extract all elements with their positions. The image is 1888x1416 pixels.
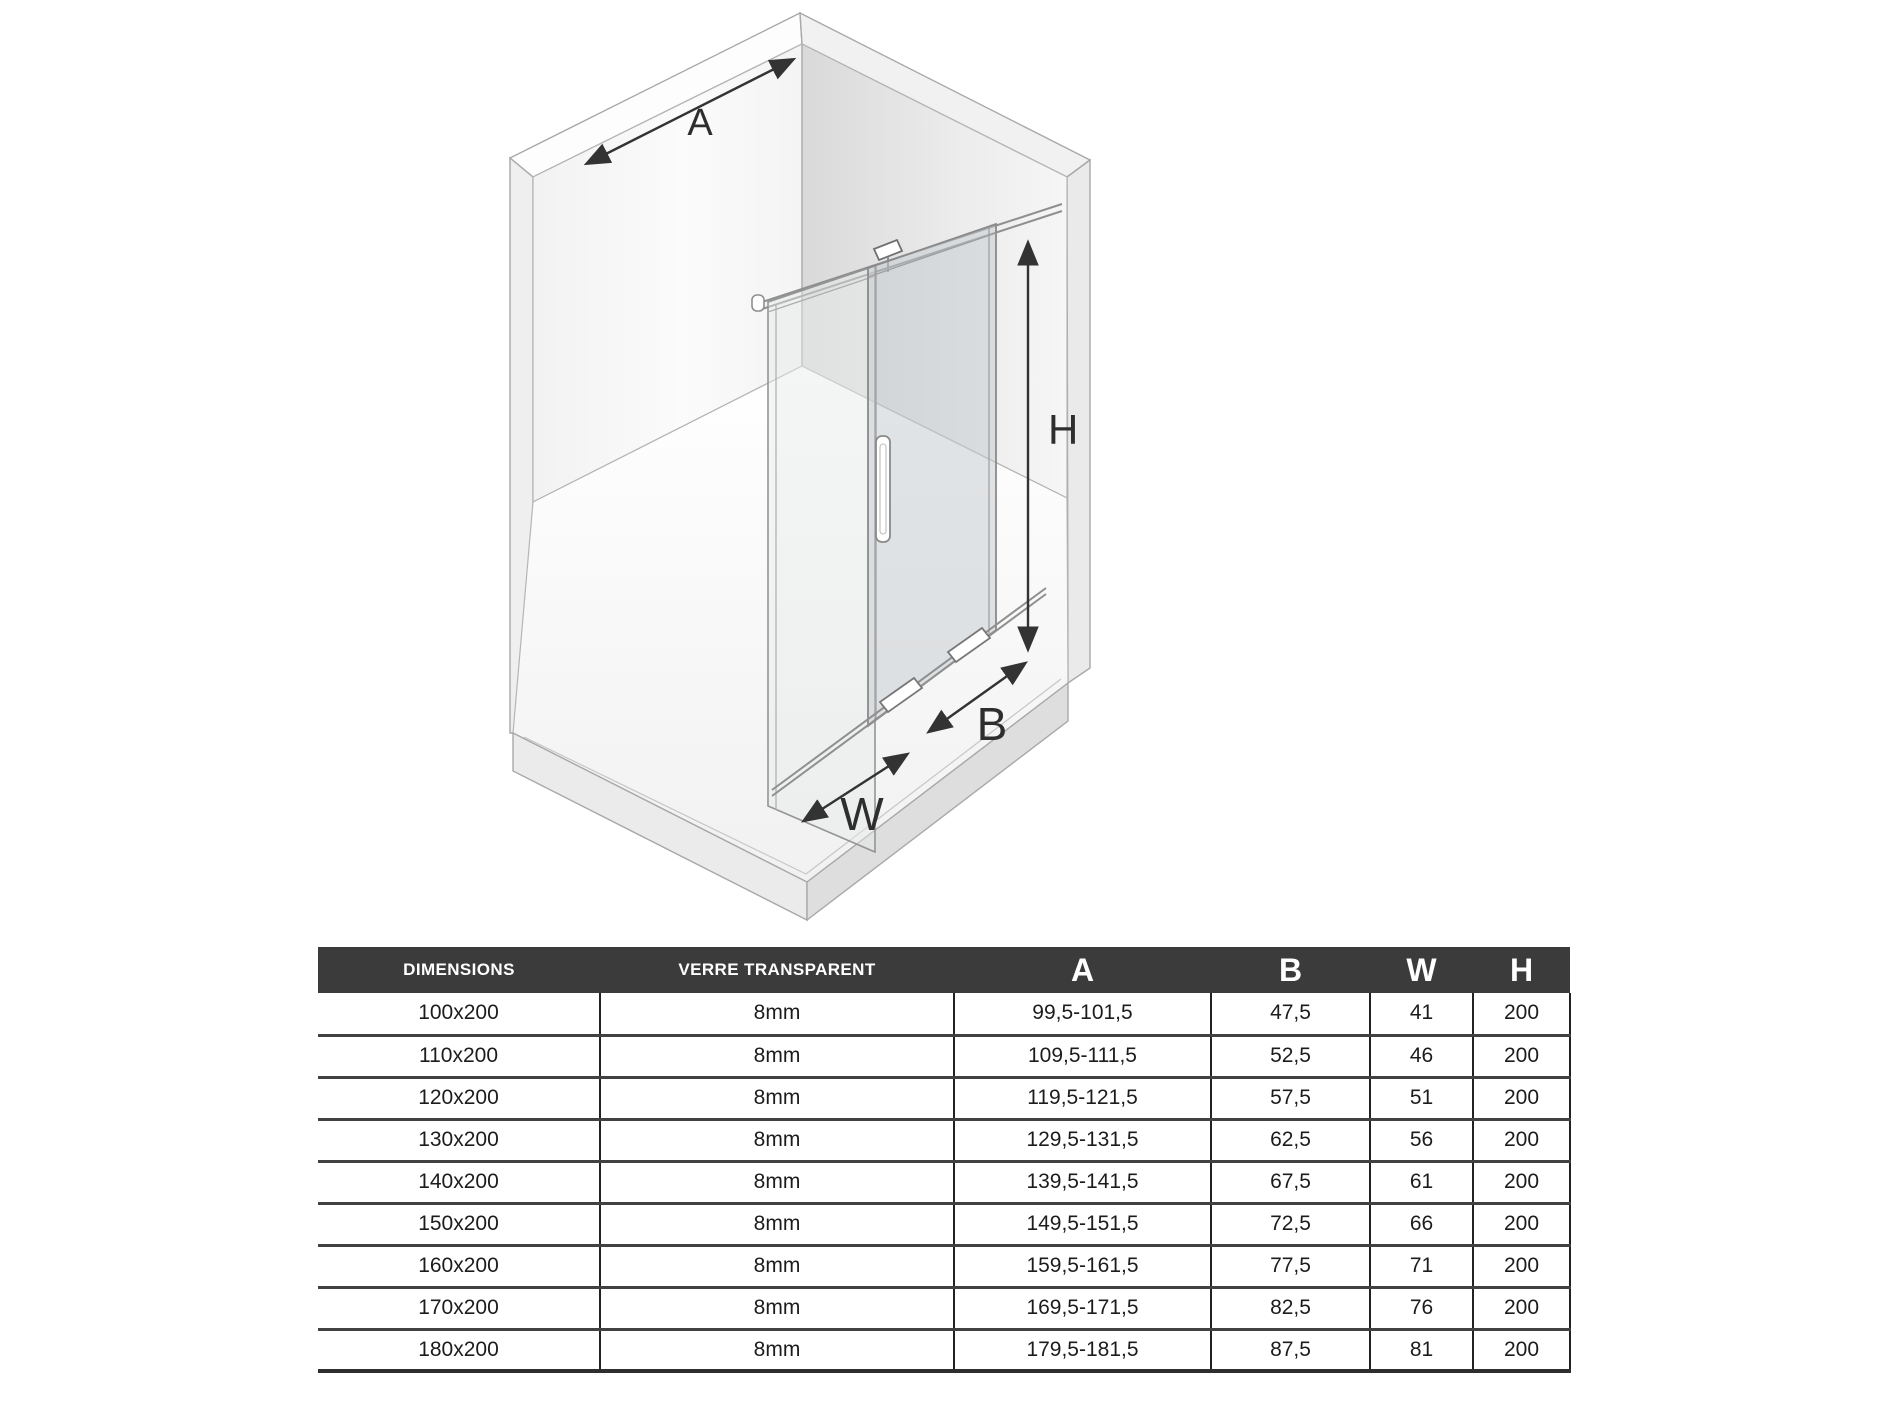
cell-glass: 8mm — [600, 1119, 954, 1161]
cell-a: 109,5-111,5 — [954, 1035, 1211, 1077]
table-row — [318, 993, 1570, 1035]
cell-h: 200 — [1473, 1287, 1570, 1329]
cell-dimensions: 170x200 — [318, 1287, 600, 1329]
cell-h: 200 — [1473, 1329, 1570, 1371]
dimensions-spec-table — [318, 947, 1571, 1373]
rail-end-cap — [752, 295, 764, 311]
cell-a: 99,5-101,5 — [954, 993, 1211, 1035]
cell-dimensions: 180x200 — [318, 1329, 600, 1371]
table-row — [318, 1329, 1570, 1371]
cell-b: 67,5 — [1211, 1161, 1370, 1203]
table-row — [318, 1203, 1570, 1245]
cell-w: 66 — [1370, 1203, 1473, 1245]
cell-dimensions: 130x200 — [318, 1119, 600, 1161]
table-row — [318, 1161, 1570, 1203]
header-a: A — [954, 947, 1211, 993]
cell-glass: 8mm — [600, 1035, 954, 1077]
cell-b: 87,5 — [1211, 1329, 1370, 1371]
cell-a: 159,5-161,5 — [954, 1245, 1211, 1287]
dimension-label-a: A — [687, 102, 713, 144]
cell-dimensions: 160x200 — [318, 1245, 600, 1287]
cell-b: 77,5 — [1211, 1245, 1370, 1287]
cell-h: 200 — [1473, 1245, 1570, 1287]
fixed-glass-panel — [768, 266, 875, 852]
cell-w: 71 — [1370, 1245, 1473, 1287]
dimension-label-h: H — [1048, 406, 1079, 453]
dimension-label-w: W — [840, 788, 884, 840]
spec-table-body — [318, 993, 1570, 1371]
cell-glass: 8mm — [600, 993, 954, 1035]
cell-h: 200 — [1473, 1119, 1570, 1161]
cell-h: 200 — [1473, 993, 1570, 1035]
spec-table-header — [318, 947, 1570, 993]
cell-h: 200 — [1473, 1035, 1570, 1077]
cell-glass: 8mm — [600, 1203, 954, 1245]
cell-w: 61 — [1370, 1161, 1473, 1203]
cell-w: 56 — [1370, 1119, 1473, 1161]
door-handle — [876, 436, 890, 542]
cell-b: 52,5 — [1211, 1035, 1370, 1077]
header-glass: VERRE TRANSPARENT — [600, 947, 954, 993]
cell-h: 200 — [1473, 1077, 1570, 1119]
cell-a: 149,5-151,5 — [954, 1203, 1211, 1245]
table-row — [318, 1287, 1570, 1329]
cell-glass: 8mm — [600, 1077, 954, 1119]
cell-w: 46 — [1370, 1035, 1473, 1077]
cell-a: 139,5-141,5 — [954, 1161, 1211, 1203]
cell-w: 51 — [1370, 1077, 1473, 1119]
cell-glass: 8mm — [600, 1245, 954, 1287]
header-h: H — [1473, 947, 1570, 993]
dimension-label-b: B — [976, 698, 1008, 750]
cell-b: 57,5 — [1211, 1077, 1370, 1119]
cell-dimensions: 100x200 — [318, 993, 600, 1035]
cell-h: 200 — [1473, 1203, 1570, 1245]
cell-glass: 8mm — [600, 1287, 954, 1329]
cell-dimensions: 110x200 — [318, 1035, 600, 1077]
table-row — [318, 1035, 1570, 1077]
cell-a: 129,5-131,5 — [954, 1119, 1211, 1161]
cell-a: 179,5-181,5 — [954, 1329, 1211, 1371]
header-w: W — [1370, 947, 1473, 993]
cell-w: 76 — [1370, 1287, 1473, 1329]
header-dimensions: DIMENSIONS — [318, 947, 600, 993]
cell-h: 200 — [1473, 1161, 1570, 1203]
cell-glass: 8mm — [600, 1329, 954, 1371]
cell-b: 82,5 — [1211, 1287, 1370, 1329]
cell-w: 41 — [1370, 993, 1473, 1035]
cell-b: 47,5 — [1211, 993, 1370, 1035]
header-row — [318, 947, 1570, 993]
table-row — [318, 1245, 1570, 1287]
cell-dimensions: 120x200 — [318, 1077, 600, 1119]
cell-a: 169,5-171,5 — [954, 1287, 1211, 1329]
cell-w: 81 — [1370, 1329, 1473, 1371]
header-b: B — [1211, 947, 1370, 993]
cell-b: 72,5 — [1211, 1203, 1370, 1245]
table-row — [318, 1077, 1570, 1119]
cell-glass: 8mm — [600, 1161, 954, 1203]
cell-dimensions: 150x200 — [318, 1203, 600, 1245]
cell-b: 62,5 — [1211, 1119, 1370, 1161]
cell-dimensions: 140x200 — [318, 1161, 600, 1203]
table-row — [318, 1119, 1570, 1161]
cell-a: 119,5-121,5 — [954, 1077, 1211, 1119]
